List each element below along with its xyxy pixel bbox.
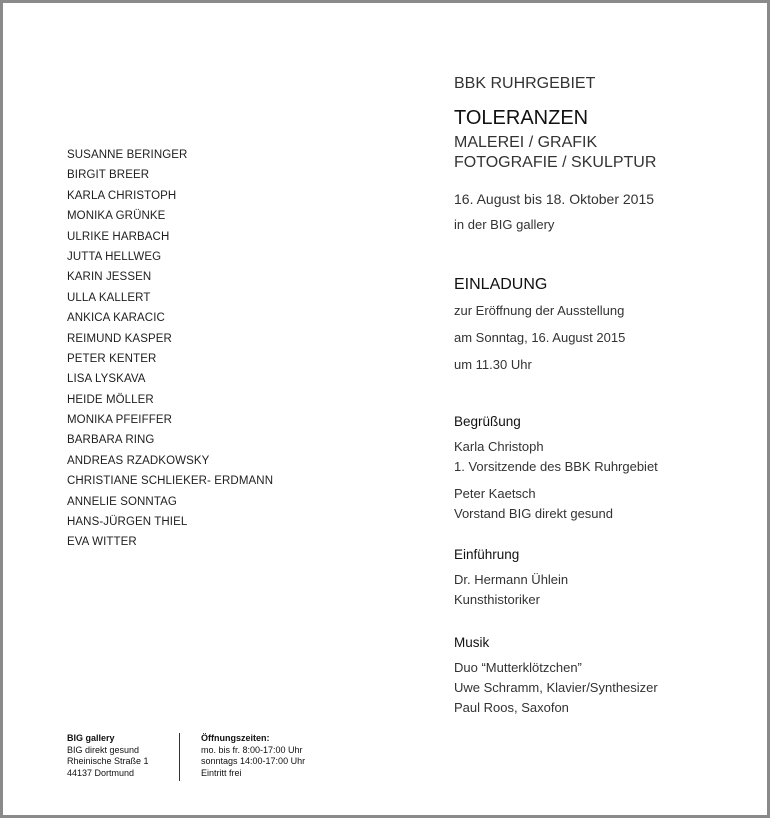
artist-name: LISA LYSKAVA xyxy=(67,373,146,386)
music-line: Uwe Schramm, Klavier/Synthesizer xyxy=(454,680,658,695)
opening-hours-heading: Öffnungszeiten: xyxy=(201,733,270,743)
gallery-address xyxy=(67,733,149,779)
music-line: Duo “Mutterklötzchen” xyxy=(454,660,582,675)
artist-name: MONIKA GRÜNKE xyxy=(67,210,166,223)
greeting-heading: Begrüßung xyxy=(454,414,521,429)
introduction-speaker: Dr. Hermann Ühlein xyxy=(454,572,569,587)
opening-hours xyxy=(201,733,305,779)
artist-name: HEIDE MÖLLER xyxy=(67,393,154,406)
address-line: BIG direkt gesund xyxy=(67,744,140,755)
speaker-name: Karla Christoph xyxy=(454,439,544,454)
artist-name: HANS-JÜRGEN THIEL xyxy=(67,516,188,529)
speaker-name: Peter Kaetsch xyxy=(454,486,536,501)
exhibition-venue: in der BIG gallery xyxy=(454,217,555,232)
speaker-role: 1. Vorsitzende des BBK Ruhrgebiet xyxy=(454,459,658,474)
invitation-line: um 11.30 Uhr xyxy=(454,357,532,372)
artist-name: ULLA KALLERT xyxy=(67,291,151,304)
artist-name: BARBARA RING xyxy=(67,434,155,447)
invitation-heading: EINLADUNG xyxy=(454,276,548,293)
artist-name: PETER KENTER xyxy=(67,352,157,365)
artist-name: ANNELIE SONNTAG xyxy=(67,495,177,508)
artist-name: MONIKA PFEIFFER xyxy=(67,414,173,427)
artist-name: KARIN JESSEN xyxy=(67,271,152,284)
artist-name: ANDREAS RZADKOWSKY xyxy=(67,454,210,467)
organization-name: BBK RUHRGEBIET xyxy=(454,75,596,92)
exhibition-subtitle-1: MALEREI / GRAFIK xyxy=(454,134,598,151)
music-heading: Musik xyxy=(454,635,490,650)
artist-name: ANKICA KARACIC xyxy=(67,312,165,325)
exhibition-title: TOLERANZEN xyxy=(454,107,589,129)
gallery-name: BIG gallery xyxy=(67,733,115,743)
hours-line: mo. bis fr. 8:00-17:00 Uhr xyxy=(201,744,303,755)
address-line: Rheinische Straße 1 xyxy=(67,756,149,766)
speaker-role: Vorstand BIG direkt gesund xyxy=(454,506,613,521)
introduction-role: Kunsthistoriker xyxy=(454,592,540,607)
artist-name: BIRGIT BREER xyxy=(67,169,150,182)
invitation-line: am Sonntag, 16. August 2015 xyxy=(454,330,626,345)
artist-name: REIMUND KASPER xyxy=(67,332,172,345)
music-line: Paul Roos, Saxofon xyxy=(454,700,569,715)
artist-name: JUTTA HELLWEG xyxy=(67,250,162,263)
artist-name: ULRIKE HARBACH xyxy=(67,230,170,243)
artist-name: CHRISTIANE SCHLIEKER- ERDMANN xyxy=(67,475,274,488)
artist-name: KARLA CHRISTOPH xyxy=(67,189,177,202)
footer-divider xyxy=(179,733,180,781)
exhibition-subtitle-2: FOTOGRAFIE / SKULPTUR xyxy=(454,154,657,171)
artist-name: SUSANNE BERINGER xyxy=(67,149,188,161)
event-details xyxy=(454,73,754,718)
artist-list xyxy=(67,145,273,553)
admission-line: Eintritt frei xyxy=(201,767,242,778)
artist-name: EVA WITTER xyxy=(67,536,137,549)
hours-line: sonntags 14:00-17:00 Uhr xyxy=(201,756,306,766)
address-line: 44137 Dortmund xyxy=(67,767,135,778)
invitation-line: zur Eröffnung der Ausstellung xyxy=(454,303,625,318)
introduction-heading: Einführung xyxy=(454,547,520,562)
exhibition-dates: 16. August bis 18. Oktober 2015 xyxy=(454,191,655,207)
